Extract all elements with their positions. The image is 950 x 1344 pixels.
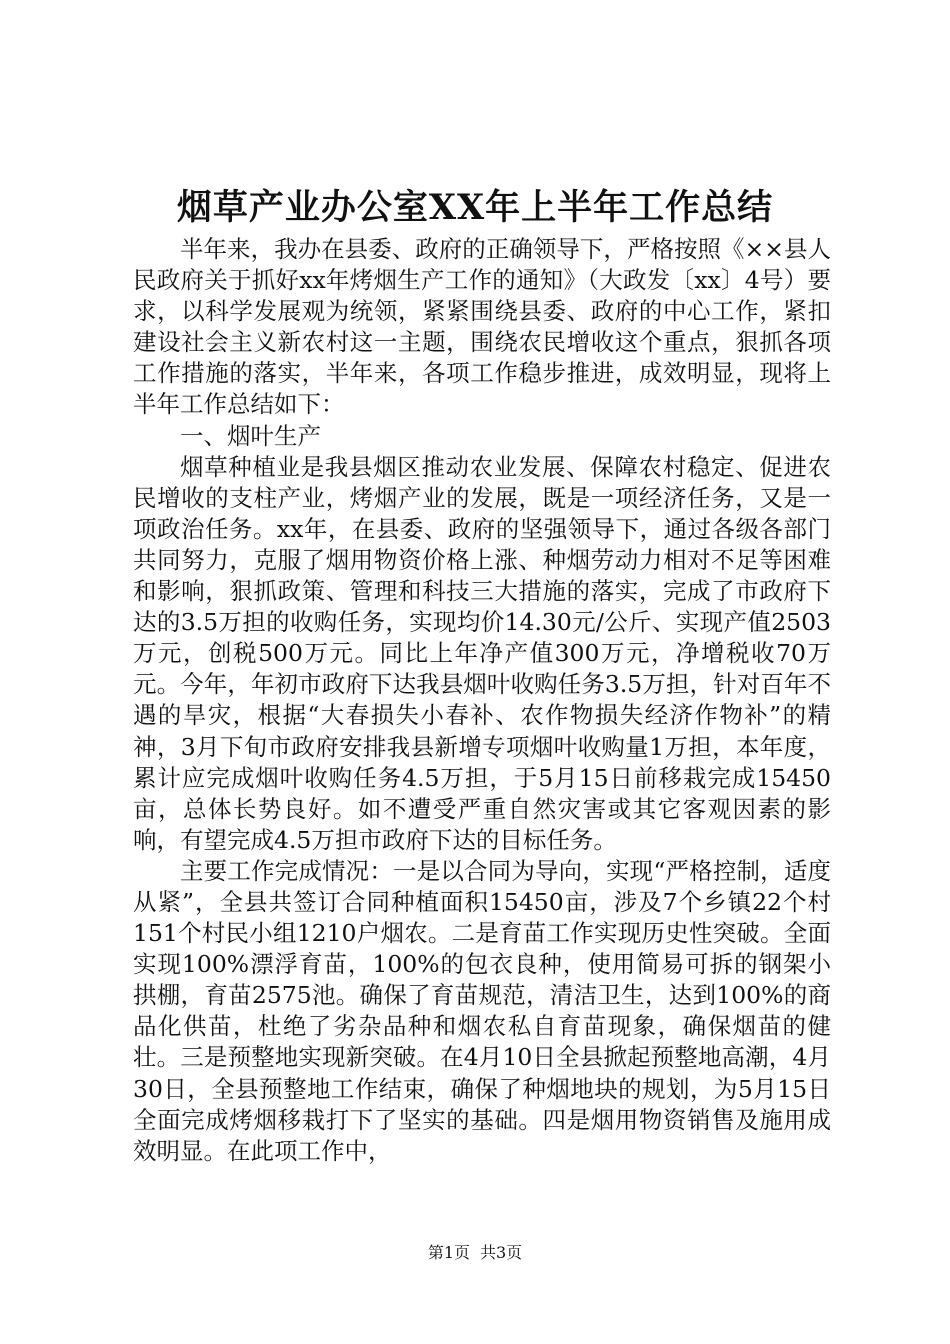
page-number: 第1页 [427, 1243, 470, 1262]
page-total: 共3页 [480, 1243, 523, 1262]
body-paragraph: 主要工作完成情况：一是以合同为导向，实现“严格控制，适度从紧”，全县共签订合同种植面积15450亩，涉及7个乡镇22个村151个村民小组1210户烟农。二是育苗工作实现历史性突破。全面实现100%漂浮育苗，100%的包衣良种，使用简易可拆的钢架小拱棚，育苗2575池。确保了育苗规范，清洁卫生，达到100%的商品化供苗，杜绝了劣杂品种和烟农私自育苗现象，确保烟苗的健壮。三是预整地实现新突破。在4月10日全县掀起预整地高潮，4月30日，全县预整地工作结束，确保了种烟地块的规划，为5月15日全面完成烤烟移栽打下了坚实的基础。四是烟用物资销售及施用成效明显。在此项工作中， [133, 856, 831, 1165]
body-paragraph: 烟草种植业是我县烟区推动农业发展、保障农村稳定、促进农民增收的支柱产业，烤烟产业的发展，既是一项经济任务，又是一项政治任务。xx年，在县委、政府的坚强领导下，通过各级各部门共同努力，克服了烟用物资价格上涨、种烟劳动力相对不足等困难和影响，狠抓政策、管理和科技三大措施的落实，完成了市政府下达的3.5万担的收购任务，实现均价14.30元/公斤、实现产值2503万元，创税500万元。同比上年净产值300万元，净增税收70万元。今年，年初市政府下达我县烟叶收购任务3.5万担，针对百年不遇的旱灾，根据“大春损失小春补、农作物损失经济作物补”的精神，3月下旬市政府安排我县新增专项烟叶收购量1万担，本年度，累计应完成烟叶收购任务4.5万担，于5月15日前移栽完成15450亩，总体长势良好。如不遭受严重自然灾害或其它客观因素的影响，有望完成4.5万担市政府下达的目标任务。 [133, 452, 831, 854]
intro-paragraph: 半年来，我办在县委、政府的正确领导下，严格按照《××县人民政府关于抓好xx年烤烟生产工作的通知》（大政发〔xx〕4号）要求，以科学发展观为统领，紧紧围绕县委、政府的中心工作，紧扣建设社会主义新农村这一主题，围绕农民增收这个重点，狠抓各项工作措施的落实，半年来，各项工作稳步推进，成效明显，现将上半年工作总结如下： [133, 235, 831, 419]
section-heading: 一、烟叶生产 [180, 421, 321, 450]
document-body [133, 234, 831, 1167]
document-title: 烟草产业办公室XX年上半年工作总结 [176, 187, 774, 228]
page-footer [0, 1241, 950, 1265]
